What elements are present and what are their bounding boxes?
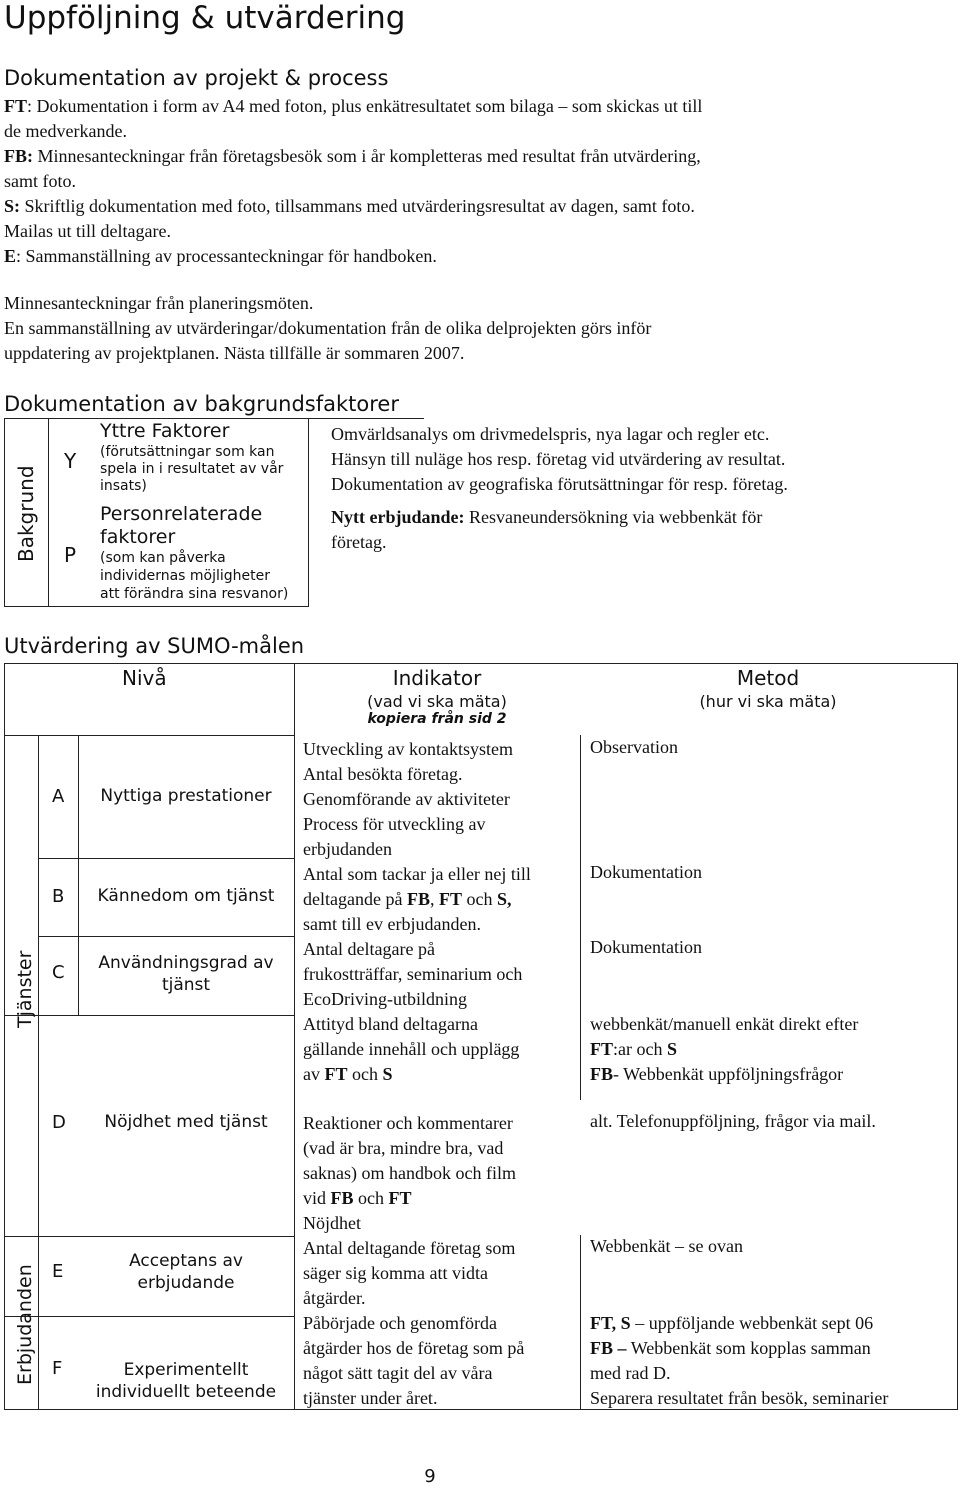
fb-label: FB:: [4, 146, 33, 166]
e-text: : Sammanställning av processanteckningar för handboken.: [16, 246, 437, 266]
indicator-column-lower: Reaktioner och kommentarer (vad är bra, mindre bra, vad saknas) om handbok och film vid FB och FT Nöjdhet Antal deltagande företag som säger sig komma att vidta åtgärder. Påbörjade och genomförda åtgärder hos de företag som på något sätt tagit del av våra tjänster under året.: [303, 1113, 525, 1408]
level-e: Acceptans av erbjudande: [129, 1251, 243, 1293]
level-f: Experimentellt individuellt beteende: [95, 1360, 277, 1402]
section-heading-projekt: Dokumentation av projekt & process: [4, 66, 389, 90]
method-c2: webbenkät/manuell enkät direkt efter FT:ar och S FB- Webbenkät uppföljningsfrågor: [590, 1014, 859, 1084]
ft-label: FT: [4, 96, 28, 116]
fb-text2: samt foto.: [4, 171, 76, 191]
level-c: Användningsgrad av tjänst: [98, 953, 274, 995]
side-label-tjanster: Tjänster: [14, 950, 36, 1028]
level-b: Kännedom om tjänst: [97, 886, 275, 906]
row-letter-d: D: [52, 1112, 66, 1133]
para-planering: Minnesanteckningar från planeringsmöten.: [4, 293, 314, 313]
method-c: Dokumentation: [590, 937, 702, 957]
indicator-column: Utveckling av kontaktsystem Antal besökta företag. Genomförande av aktiviteter Process för utveckling av erbjudanden Antal som tackar ja eller nej till deltagande på FB, FT och S, samt till ev erbjudanden. Antal deltagare på frukostträffar, seminarium och EcoDriving-utbildning Attityd bland deltagarna gällande innehåll och upplägg av FT och S: [303, 739, 531, 1084]
row-letter-b: B: [52, 886, 65, 907]
row-letter-f: F: [52, 1358, 63, 1379]
s-text: Skriftlig dokumentation med foto, tillsammans med utvärderingsresultat av dagen, samt foto.: [20, 196, 695, 216]
level-d: Nöjdhet med tjänst: [104, 1112, 268, 1132]
section-heading-bakgrund: Dokumentation av bakgrundsfaktorer: [4, 392, 399, 416]
col-header-niva: Nivå: [122, 666, 167, 690]
side-label-erbjudanden: Erbjudanden: [14, 1264, 36, 1385]
method-a: Observation: [590, 737, 678, 757]
row-letter-e: E: [52, 1261, 64, 1282]
method-e: Webbenkät – se ovan: [590, 1236, 743, 1256]
level-a: Nyttiga prestationer: [100, 786, 272, 806]
e-label: E: [4, 246, 17, 266]
method-d: alt. Telefonuppföljning, frågor via mail.: [590, 1111, 876, 1131]
para-sammanstallning: En sammanställning av utvärderingar/dokumentation från de olika delprojekten görs inför: [4, 318, 652, 338]
col-header-indikator: Indikator (vad vi ska mäta) kopiera från sid 2: [367, 666, 507, 727]
section1-body: [4, 94, 954, 366]
ft-text: : Dokumentation i form av A4 med foton, plus enkätresultatet som bilaga – som skickas ut till: [27, 96, 703, 116]
yttre-faktorer: Yttre Faktorer (förutsättningar som kan spela in i resultatet av vår insats): [100, 420, 284, 494]
row-letter-c: C: [52, 962, 65, 983]
page-number: 9: [424, 1466, 436, 1487]
s-text2: Mailas ut till deltagare.: [4, 221, 171, 241]
page-title: Uppföljning & utvärdering: [4, 0, 406, 36]
s-label: S:: [4, 196, 21, 216]
fb-text: Minnesanteckningar från företagsbesök som i år kompletteras med resultat från utvärdering,: [33, 146, 701, 166]
letter-p: P: [64, 543, 77, 567]
letter-y: Y: [64, 449, 77, 473]
personrelaterade-faktorer: Personrelaterade faktorer (som kan påverka individernas möjligheter att förändra sina resvanor): [100, 503, 289, 602]
side-label-bakgrund: Bakgrund: [14, 465, 38, 562]
row-letter-a: A: [52, 786, 65, 807]
method-b: Dokumentation: [590, 862, 702, 882]
para-sammanstallning-2: uppdatering av projektplanen. Nästa tillfälle är sommaren 2007.: [4, 343, 465, 363]
section-heading-sumo: Utvärdering av SUMO-målen: [4, 634, 305, 658]
bakgrund-right-text: Omvärldsanalys om drivmedelspris, nya lagar och regler etc. Hänsyn till nuläge hos resp. företag vid utvärdering av resultat. Dokumentation av geografiska förutsättningar för resp. företag. Nytt erbjudande: Resvaneundersökning via webbenkät för företag.: [331, 424, 788, 552]
ft-text2: de medverkande.: [4, 121, 127, 141]
method-f: FT, S – uppföljande webbenkät sept 06 FB – Webbenkät som kopplas samman med rad D. Separera resultatet från besök, seminarier: [590, 1313, 889, 1408]
col-header-metod: Metod (hur vi ska mäta): [699, 666, 837, 711]
